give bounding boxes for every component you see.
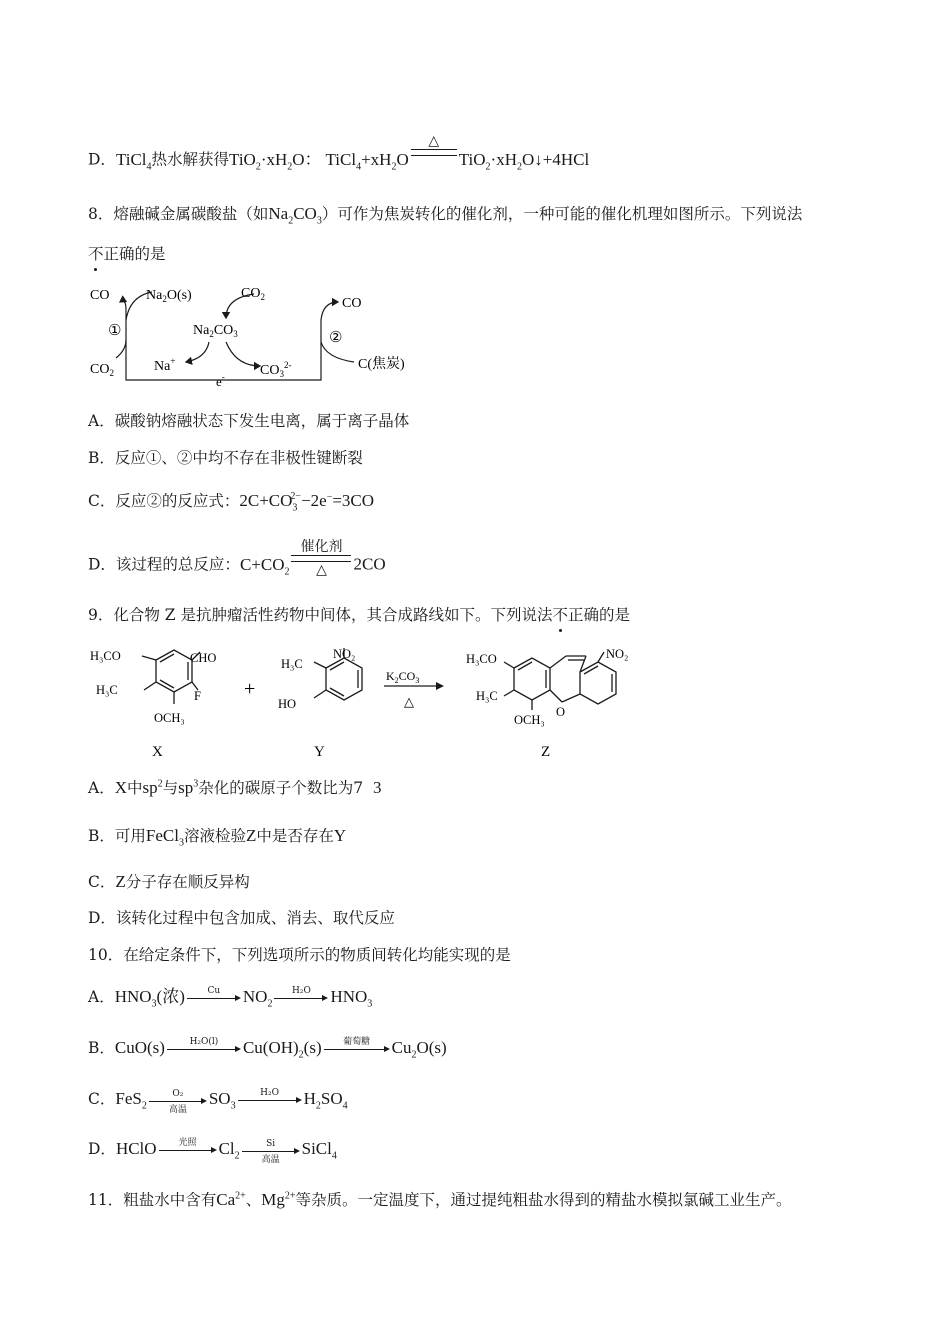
electron-label: e- bbox=[216, 372, 225, 389]
co-left-label: CO bbox=[90, 288, 110, 303]
q9-option-b: B．可用FeCl$_3$溶液检验Z中是否存在Y bbox=[88, 826, 347, 849]
synthesis-route-diagram bbox=[86, 638, 646, 766]
q10-option-a: A．$HNO_3$(浓) Cu $NO_2$ H₂O $HNO_3$ bbox=[88, 986, 373, 1010]
q8-stem: 8．熔融碱金属碳酸盐（如$Na_2CO_3$）可作为焦炭转化的催化剂，一种可能的催化机理如图所示。下列说法 bbox=[88, 204, 803, 227]
svg-text:K2CO3: $K_2CO_3$ bbox=[386, 669, 420, 685]
svg-text:O: O bbox=[556, 705, 566, 719]
svg-text:Y: Y bbox=[314, 744, 325, 760]
svg-text:H₃C: H₃C bbox=[281, 657, 303, 671]
catalysis-mechanism-diagram bbox=[86, 280, 436, 390]
svg-text:OCH₃: OCH₃ bbox=[514, 713, 545, 727]
na2o-label: $Na_2O(s)$ bbox=[146, 288, 192, 304]
q11-stem: 11．粗盐水中含有$Ca^{2+}$、$Mg^{2+}$等杂质。一定温度下，通过提纯粗盐水得到的精盐水模拟氯碱工业生产。 bbox=[88, 1190, 792, 1209]
q10-option-b: B．CuO(s) H₂O(l) $Cu(OH)_2(s)$ 葡萄糖 $Cu_2O(s)$ bbox=[88, 1037, 447, 1061]
svg-text:H₃CO: H₃CO bbox=[90, 649, 121, 663]
svg-text:F: F bbox=[194, 689, 201, 703]
q10-option-d: D．HClO 光照 $Cl_2$ Si 高温 SiCl$_4$ bbox=[88, 1138, 337, 1165]
svg-text:H₃C: H₃C bbox=[476, 689, 498, 703]
na-plus-label: Na+ bbox=[154, 356, 176, 374]
svg-text:NO₂: NO₂ bbox=[333, 647, 356, 661]
na2co3-label: $Na_2CO_3$ bbox=[193, 323, 238, 339]
svg-text:Z: Z bbox=[541, 744, 551, 760]
q7-option-d: D．TiCl$_4$热水解获得$TiO_2\cdot xH_2O$： $TiCl_4+xH_2O$ △ $TiO_2\cdot xH_2O↓+4HCl$ bbox=[88, 133, 590, 172]
q9-stem: 9．化合物 Z 是抗肿瘤活性药物中间体，其合成路线如下。下列说法不正确的是 bbox=[88, 606, 631, 624]
svg-text:+: + bbox=[244, 678, 256, 700]
svg-text:△: △ bbox=[404, 694, 414, 709]
q10-option-c: C．FeS$_2$ O₂ 高温 $SO_3$ H₂O $H_2SO_4$ bbox=[88, 1088, 348, 1115]
svg-text:NO₂: NO₂ bbox=[606, 647, 629, 661]
q10-stem: 10．在给定条件下，下列选项所示的物质间转化均能实现的是 bbox=[88, 946, 511, 964]
heat-condition-arrow: △ bbox=[411, 133, 457, 172]
q8-option-b: B．反应①、②中均不存在非极性键断裂 bbox=[88, 449, 363, 467]
svg-text:H₃CO: H₃CO bbox=[466, 652, 497, 666]
svg-text:X: X bbox=[152, 744, 163, 760]
co2-top-label: $CO_2$ bbox=[241, 286, 265, 302]
q8-option-c: C．反应②的反应式：$2C+CO_3^{2-}-2e^-=3CO$ bbox=[88, 491, 375, 514]
svg-text:CHO: CHO bbox=[190, 651, 217, 665]
circle-2: ② bbox=[329, 330, 343, 346]
circle-1: ① bbox=[108, 323, 122, 339]
c-coke-label: C(焦炭) bbox=[358, 357, 405, 372]
q8-option-d: D．该过程的总反应：$C+CO_2$ 催化剂 △ 2CO bbox=[88, 539, 386, 578]
svg-text:H₃C: H₃C bbox=[96, 683, 118, 697]
svg-text:OCH₃: OCH₃ bbox=[154, 711, 185, 725]
q8-option-a: A．碳酸钠熔融状态下发生电离，属于离子晶体 bbox=[88, 412, 410, 430]
co3-label: $CO_3^{2-}$ bbox=[260, 360, 292, 379]
q9-option-c: C．Z分子存在顺反异构 bbox=[88, 872, 250, 891]
co-right-label: CO bbox=[342, 296, 362, 311]
svg-text:HO: HO bbox=[278, 697, 297, 711]
catalyst-condition-arrow: 催化剂 △ bbox=[291, 549, 351, 578]
q8-stem-line2: 不正确的是 bbox=[88, 245, 166, 263]
q9-option-a: A．X中$sp^2$与$sp^3$杂化的碳原子个数比为7 3 bbox=[88, 778, 382, 797]
q9-option-d: D．该转化过程中包含加成、消去、取代反应 bbox=[88, 909, 395, 927]
co2-left-label: $CO_2$ bbox=[90, 362, 114, 378]
